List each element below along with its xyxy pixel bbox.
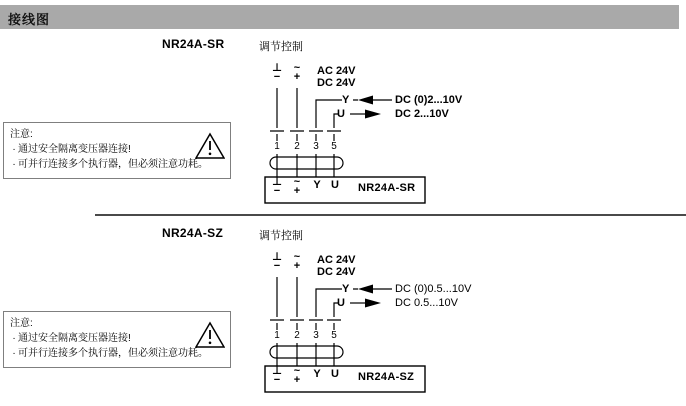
- terminal1-symbol: ⊥ −: [271, 251, 283, 272]
- terminal2-symbol: ~ +: [293, 62, 301, 83]
- signal-y-value: DC (0)2...10V: [395, 94, 463, 106]
- box-u-label: U: [331, 179, 339, 191]
- power-label-dc: DC 24V: [317, 266, 356, 278]
- terminal-number: 2: [294, 141, 300, 152]
- page-title: 接线图: [8, 12, 51, 27]
- box-terminal1-symbol: ⊥ −: [271, 365, 283, 386]
- arrow-left-icon: [358, 285, 373, 294]
- signal-u-value: DC 2...10V: [395, 108, 449, 120]
- arrow-right-icon: [365, 110, 381, 119]
- terminal-number: 2: [294, 330, 300, 341]
- note-item: · 可并行连接多个执行器，但必须注意功耗。: [12, 348, 208, 359]
- terminal1-symbol: ⊥ −: [271, 62, 283, 83]
- terminal-number: 3: [313, 330, 319, 341]
- note-item: · 可并行连接多个执行器，但必须注意功耗。: [12, 159, 208, 170]
- warning-triangle-icon: [195, 132, 225, 160]
- caution-note-box: [3, 122, 231, 179]
- power-label-dc: DC 24V: [317, 77, 356, 89]
- model-title: NR24A-SR: [162, 37, 225, 51]
- power-label-ac: AC 24V: [317, 254, 356, 266]
- note-item: · 通过安全隔离变压器连接!: [12, 144, 131, 155]
- signal-y-label: Y: [342, 283, 350, 295]
- box-y-label: Y: [313, 179, 321, 191]
- note-heading: 注意:: [10, 129, 33, 140]
- box-u-label: U: [331, 368, 339, 380]
- note-heading: 注意:: [10, 318, 33, 329]
- model-title: NR24A-SZ: [162, 226, 224, 240]
- box-terminal1-symbol: ⊥ −: [271, 176, 283, 197]
- box-model-name: NR24A-SZ: [358, 371, 415, 383]
- caution-note-box: [3, 311, 231, 368]
- terminal-number: 1: [274, 141, 280, 152]
- control-type-label: 调节控制: [259, 230, 303, 242]
- box-terminal2-symbol: ~ +: [293, 365, 301, 386]
- signal-u-label: U: [337, 108, 345, 120]
- diagram-nr24a-sz: [0, 189, 686, 405]
- note-item: · 通过安全隔离变压器连接!: [12, 333, 131, 344]
- signal-y-value: DC (0)0.5...10V: [395, 283, 472, 295]
- arrow-left-icon: [358, 96, 373, 105]
- control-type-label: 调节控制: [259, 41, 303, 53]
- wires: [270, 277, 392, 366]
- wires: [270, 88, 392, 177]
- connector-stadium: [270, 346, 343, 358]
- terminal-number: 5: [331, 330, 337, 341]
- terminal-number: 1: [274, 330, 280, 341]
- arrow-right-icon: [365, 299, 381, 308]
- signal-u-label: U: [337, 297, 345, 309]
- terminal2-symbol: ~ +: [293, 251, 301, 272]
- terminal-number: 3: [313, 141, 319, 152]
- box-model-name: NR24A-SR: [358, 182, 416, 194]
- power-label-ac: AC 24V: [317, 65, 356, 77]
- box-terminal2-symbol: ~ +: [293, 176, 301, 197]
- box-y-label: Y: [313, 368, 321, 380]
- warning-triangle-icon: [195, 321, 225, 349]
- signal-u-value: DC 0.5...10V: [395, 297, 458, 309]
- connector-stadium: [270, 157, 343, 169]
- signal-y-label: Y: [342, 94, 350, 106]
- terminal-number: 5: [331, 141, 337, 152]
